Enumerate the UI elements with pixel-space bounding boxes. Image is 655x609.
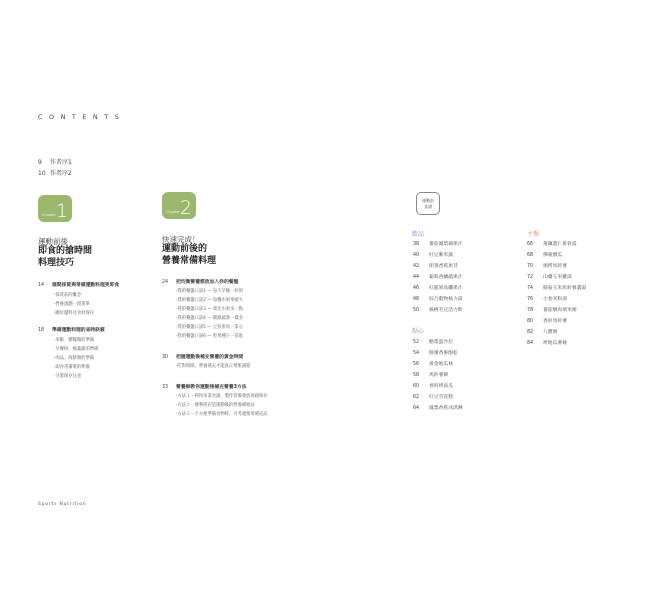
recipe-row[interactable] bbox=[413, 251, 453, 258]
preface-title: 作者序2 bbox=[50, 170, 72, 177]
toc-subitem: ‧吃對時間，營養補充才能真正增肌減脂 bbox=[176, 364, 251, 369]
recipe-row[interactable] bbox=[527, 295, 567, 302]
section-page: 18 bbox=[38, 328, 45, 333]
tag-line: 運動前 bbox=[422, 198, 434, 203]
toc-subitem: ‧肉品、海鮮類的準備 bbox=[54, 356, 95, 361]
toc-section-row[interactable] bbox=[38, 281, 119, 288]
toc-subitem: ‧方法１－利用本書食譜，製作常備菜放冰箱保存 bbox=[176, 394, 268, 399]
toc-section-row[interactable] bbox=[162, 383, 247, 390]
toc-subitem: ‧米飯、雜糧類的準備 bbox=[54, 338, 95, 343]
recipe-page: 44 bbox=[413, 275, 420, 280]
chapter-label: Chapter bbox=[42, 213, 56, 217]
recipe-page: 66 bbox=[527, 242, 534, 247]
toc-subitem: ‧營養規劃一週菜單 bbox=[54, 302, 90, 307]
section-title: 把握運動後補充營養的黃金時間 bbox=[176, 355, 244, 360]
chapter-label: Chapter bbox=[166, 210, 180, 214]
toc-section-row[interactable] bbox=[162, 353, 243, 360]
contents-header: C O N T E N T S bbox=[38, 113, 122, 121]
recipe-row[interactable] bbox=[413, 349, 458, 356]
recipe-tag bbox=[416, 192, 440, 215]
preface-page: 10 bbox=[38, 170, 46, 177]
preface-page: 9 bbox=[38, 159, 42, 166]
recipe-title: 番茄燉肉栗米粥 bbox=[543, 308, 577, 313]
section-title: 週間採買與常備運動料理更即食 bbox=[52, 283, 120, 288]
snacks-heading: 點心 bbox=[412, 328, 425, 335]
recipe-row[interactable] bbox=[527, 240, 577, 247]
recipe-title: 蓮藕薏仁排骨湯 bbox=[543, 242, 577, 247]
section-title: 營養師教你運動後補充營養3方法 bbox=[176, 385, 247, 390]
preface-row[interactable] bbox=[38, 157, 72, 166]
toc-subitem: ‧我的餐盤口訣2 — 每餐水果拳頭大 bbox=[176, 298, 243, 303]
recipe-page: 70 bbox=[527, 264, 534, 269]
chapter-2-title-line2: 營養常備料理 bbox=[162, 256, 217, 266]
footer-label: Sports Nutrition bbox=[38, 502, 87, 507]
recipe-page: 64 bbox=[413, 406, 420, 411]
recipe-title: 山藥玉米雞湯 bbox=[543, 275, 572, 280]
recipe-page: 78 bbox=[527, 308, 534, 313]
toc-subitem: ‧我的餐盤口訣6 — 堅果種子一茶匙 bbox=[176, 334, 243, 339]
recipe-title: 焗烤馬鈴薯 bbox=[543, 264, 567, 269]
recipe-title: 核桃毛豆活力飲 bbox=[429, 308, 463, 313]
recipe-row[interactable] bbox=[413, 360, 453, 367]
recipe-row[interactable] bbox=[413, 382, 453, 389]
toc-subitem: ‧採買前的概念 bbox=[54, 293, 82, 298]
recipe-row[interactable] bbox=[527, 262, 567, 269]
recipe-title: 綜合穀物核力湯 bbox=[429, 297, 463, 302]
recipe-row[interactable] bbox=[413, 393, 453, 400]
toc-subitem: ‧關於儲料及食材保存 bbox=[54, 311, 95, 316]
toc-subitem: ‧即食常備菜的準備 bbox=[54, 365, 90, 370]
recipe-title: 馬鈴薯餅 bbox=[429, 373, 449, 378]
section-title: 準備運動料理的省時訣竅 bbox=[52, 328, 105, 333]
chapter-2-badge bbox=[162, 192, 196, 219]
recipe-row[interactable] bbox=[413, 273, 463, 280]
recipe-page: 84 bbox=[527, 341, 534, 346]
recipe-page: 46 bbox=[413, 286, 420, 291]
recipe-title: 番茄鳳梨蘋果汁 bbox=[429, 242, 463, 247]
recipe-title: 酪梨蛋沙拉 bbox=[429, 340, 453, 345]
recipe-row[interactable] bbox=[413, 284, 463, 291]
recipe-row[interactable] bbox=[413, 306, 463, 313]
chapter-2-subtitle: 快速完成！ bbox=[162, 235, 200, 244]
recipe-page: 52 bbox=[413, 340, 420, 345]
section-page: 33 bbox=[162, 385, 169, 390]
recipe-title: 葡萄西蘭蔬果汁 bbox=[429, 275, 463, 280]
chapter-1-title-line2: 料理技巧 bbox=[38, 258, 75, 268]
recipe-title: 佛蒙燉瓜 bbox=[543, 253, 563, 258]
chapter-number: 1 bbox=[55, 200, 68, 222]
preface-title: 作者序1 bbox=[50, 159, 72, 166]
recipe-page: 40 bbox=[413, 253, 420, 258]
recipe-title: 紅豆雪花糕 bbox=[429, 395, 453, 400]
section-title: 把均衡營養都放加入你的餐盤 bbox=[176, 280, 239, 285]
preface-row[interactable] bbox=[38, 168, 72, 177]
section-page: 24 bbox=[162, 280, 169, 285]
recipe-page: 80 bbox=[527, 319, 534, 324]
toc-subitem: ‧我的餐盤口訣3 — 菜比水果多一點 bbox=[176, 307, 243, 312]
recipe-row[interactable] bbox=[413, 262, 458, 269]
chapter-number: 2 bbox=[179, 197, 192, 219]
section-page: 30 bbox=[162, 355, 169, 360]
recipe-row[interactable] bbox=[527, 339, 567, 346]
toc-subitem: ‧我的餐盤口訣1 — 每天早晚一杯奶 bbox=[176, 289, 243, 294]
toc-subitem: ‧方法３－不方便準備食物時，可考慮使用補充品 bbox=[176, 412, 268, 417]
recipe-title: 紅豆紫米露 bbox=[429, 253, 453, 258]
toc-subitem: ‧方法２－便利商店是運動後的營養補給站 bbox=[176, 403, 255, 408]
recipe-row[interactable] bbox=[413, 240, 463, 247]
recipe-page: 68 bbox=[527, 253, 534, 258]
recipe-row[interactable] bbox=[413, 338, 453, 345]
recipe-page: 82 bbox=[527, 330, 534, 335]
recipe-title: 鮮菇玉米馬鈴薯濃湯 bbox=[543, 286, 587, 291]
recipe-page: 72 bbox=[527, 275, 534, 280]
recipe-title: 香煎馬鈴薯 bbox=[543, 319, 567, 324]
recipe-title: 黃金地瓜條 bbox=[429, 362, 453, 367]
chapter-1-title-line1: 即食的搶時間 bbox=[38, 246, 93, 256]
toc-subitem: ‧我的餐盤口訣4 — 飯跟蔬菜一樣多 bbox=[176, 316, 243, 321]
recipe-title: 小卷米粉湯 bbox=[543, 297, 567, 302]
recipe-title: 八寶粥 bbox=[543, 330, 558, 335]
recipe-page: 42 bbox=[413, 264, 420, 269]
toc-section-row[interactable] bbox=[38, 326, 105, 333]
recipe-title: 烤地瓜薯條 bbox=[543, 341, 567, 346]
recipe-title: 鳳梨香蕉冰淇淋 bbox=[429, 406, 463, 411]
mains-heading: 主餐 bbox=[527, 231, 540, 238]
recipe-title: 紅龍果高纖果汁 bbox=[429, 286, 463, 291]
recipe-title: 香料烤南瓜 bbox=[429, 384, 453, 389]
recipe-row[interactable] bbox=[527, 317, 567, 324]
recipe-row[interactable] bbox=[413, 404, 463, 411]
recipe-row[interactable] bbox=[527, 328, 557, 335]
recipe-row[interactable] bbox=[527, 306, 577, 313]
recipe-page: 48 bbox=[413, 297, 420, 302]
recipe-page: 74 bbox=[527, 286, 534, 291]
recipe-page: 76 bbox=[527, 297, 534, 302]
recipe-row[interactable] bbox=[413, 295, 463, 302]
recipe-page: 38 bbox=[413, 242, 420, 247]
toc-subitem: ‧我的餐盤口訣5 — 豆魚蛋肉一掌心 bbox=[176, 325, 243, 330]
chapter-2-title-line1: 運動前後的 bbox=[162, 244, 208, 254]
toc-subitem: ‧分裝保存注意 bbox=[54, 374, 82, 379]
recipe-row[interactable] bbox=[527, 251, 562, 258]
chapter-1-subtitle: 運動前後 bbox=[38, 237, 68, 246]
recipe-page: 60 bbox=[413, 384, 420, 389]
toc-section-row[interactable] bbox=[162, 278, 238, 285]
recipe-page: 50 bbox=[413, 308, 420, 313]
section-page: 14 bbox=[38, 283, 45, 288]
recipe-title: 即蒸香蕉果昔 bbox=[429, 264, 458, 269]
recipe-row[interactable] bbox=[527, 284, 586, 291]
recipe-page: 54 bbox=[413, 351, 420, 356]
recipe-row[interactable] bbox=[413, 371, 448, 378]
recipe-page: 58 bbox=[413, 373, 420, 378]
recipe-page: 56 bbox=[413, 362, 420, 367]
toc-subitem: ‧早餐粉、綠葉蔬的準備 bbox=[54, 347, 99, 352]
tag-line: 食譜 bbox=[424, 203, 432, 209]
recipe-page: 62 bbox=[413, 395, 420, 400]
recipe-row[interactable] bbox=[527, 273, 572, 280]
chapter-1-badge bbox=[38, 195, 72, 222]
recipe-title: 鮮蜜香麥酚乾 bbox=[429, 351, 458, 356]
drinks-heading: 飲品 bbox=[412, 231, 425, 238]
